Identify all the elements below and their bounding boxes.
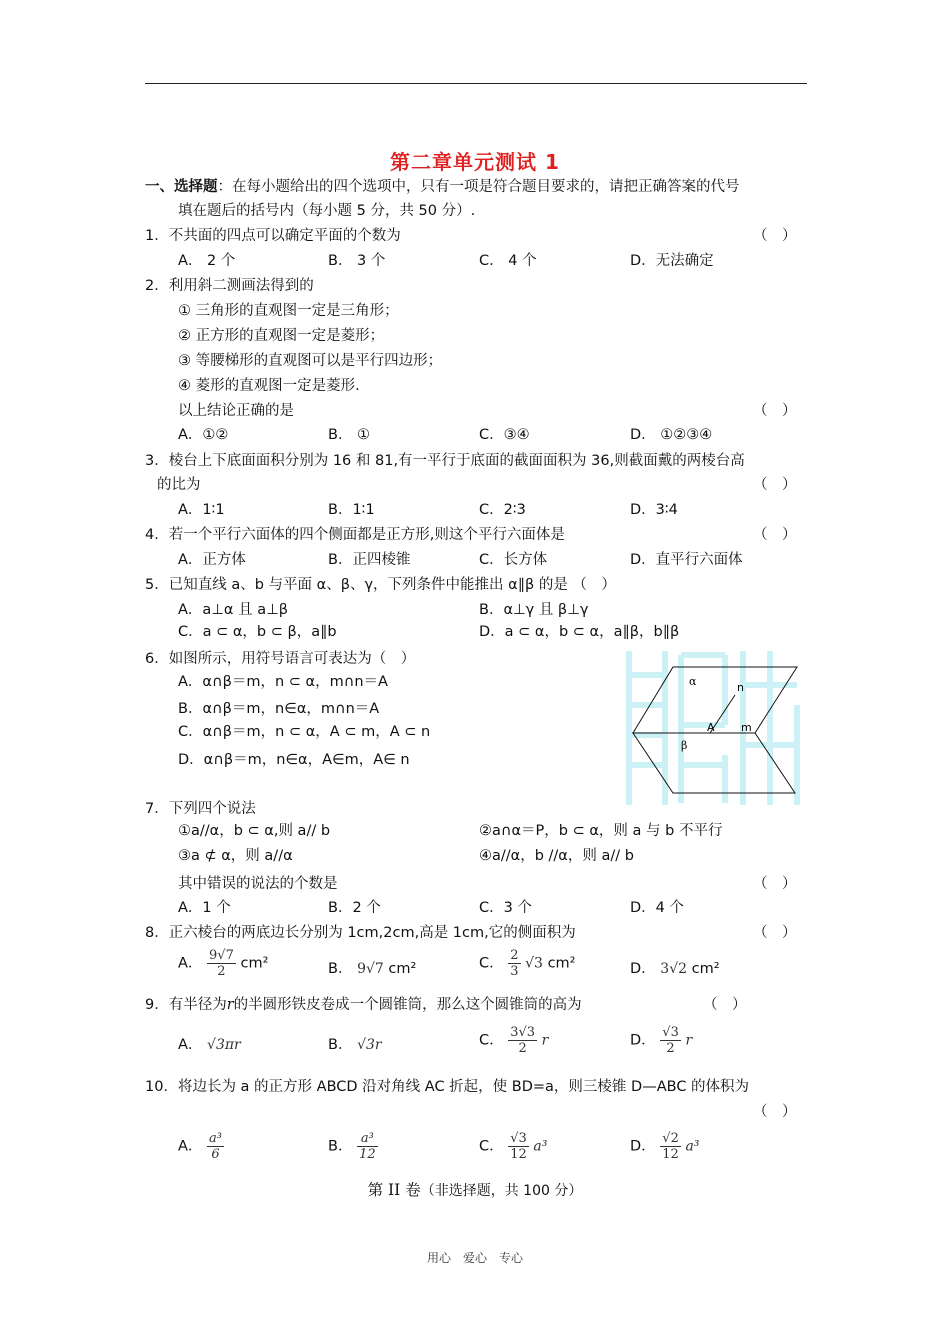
q10-a-fraction: $\frac{\text{a³}}{6}$ bbox=[209, 1131, 222, 1162]
q10-b-fraction: $\frac{\text{a³}}{12}$ bbox=[359, 1131, 376, 1162]
section-text-2: 填在题后的括号内（每小题 5 分，共 50 分）. bbox=[178, 203, 476, 219]
q7-statement-4: ④a//α，b //α，则 a// b bbox=[479, 848, 634, 864]
volume-2-heading bbox=[0, 1178, 950, 1200]
q8-stem: 8．正六棱台的两底边长分别为 1cm,2cm,高是 1cm,它的侧面积为 bbox=[145, 925, 576, 941]
q6-option-a: A．α∩β＝m，n ⊂ α，m∩n＝A bbox=[178, 674, 388, 690]
q10-d-fraction: $\frac{√2}{12}$ bbox=[662, 1131, 679, 1162]
q3-option-d: D．3∶4 bbox=[630, 502, 678, 518]
label-beta: β bbox=[681, 739, 688, 752]
q6-option-b: B．α∩β＝m，n∈α，m∩n＝A bbox=[178, 701, 380, 717]
q5-option-b: B．α⊥γ 且 β⊥γ bbox=[479, 602, 589, 618]
q3-option-b: B．1∶1 bbox=[328, 502, 375, 518]
q1-option-a: A． 2 个 bbox=[178, 253, 236, 269]
q7-option-a: A．1 个 bbox=[178, 900, 231, 916]
q8-a-fraction: $\frac{9√7}{2}$ bbox=[209, 948, 234, 979]
q6-option-c: C．α∩β＝m，n ⊂ α，A ⊂ m，A ⊂ n bbox=[178, 724, 431, 740]
label-alpha: α bbox=[689, 675, 697, 688]
q8-option-c: C． $\frac{2}{3}$ √3 cm² bbox=[479, 948, 576, 979]
q1-option-d: D．无法确定 bbox=[630, 253, 714, 269]
q3-stem-1: 3．棱台上下底面面积分别为 16 和 81,有一平行于底面的截面面积为 36,则截面戴的两棱台高 bbox=[145, 453, 745, 469]
q3-answer-blank: （ ） bbox=[753, 477, 797, 493]
q9-option-c: C． $\frac{3√3}{2}$ r bbox=[479, 1025, 549, 1056]
q5-stem: 5．已知直线 a、b 与平面 α、β、γ，下列条件中能推出 α∥β 的是 （ ） bbox=[145, 577, 616, 593]
q2-stem: 2．利用斜二测画法得到的 bbox=[145, 278, 314, 294]
q2-option-d: D． ①②③④ bbox=[630, 427, 713, 443]
volume-2-title: 第 II 卷 bbox=[367, 1181, 421, 1199]
q7-statement-3: ③a ⊄ α，则 a//α bbox=[178, 848, 293, 864]
section-label: 一、选择题 bbox=[145, 179, 218, 195]
q8-option-d: D． 3√2 cm² bbox=[630, 961, 720, 977]
q8-option-a: A． $\frac{9√7}{2}$ cm² bbox=[178, 948, 269, 979]
q3-option-c: C．2∶3 bbox=[479, 502, 526, 518]
q4-option-b: B．正四棱锥 bbox=[328, 552, 411, 568]
q1-answer-blank: （ ） bbox=[753, 228, 797, 244]
q7-option-b: B．2 个 bbox=[328, 900, 381, 916]
q9-option-d: D． $\frac{√3}{2}$ r bbox=[630, 1025, 693, 1056]
q10-option-b: B． $\frac{\text{a³}}{12}$ bbox=[328, 1131, 376, 1162]
q10-c-fraction: $\frac{√3}{12}$ bbox=[510, 1131, 527, 1162]
q3-option-a: A．1∶1 bbox=[178, 502, 225, 518]
label-m: m bbox=[741, 721, 752, 734]
q2-statement-2: ② 正方形的直观图一定是菱形； bbox=[178, 328, 385, 344]
q9-answer-blank: （ ） bbox=[703, 997, 747, 1013]
q4-stem: 4．若一个平行六面体的四个侧面都是正方形,则这个平行六面体是 bbox=[145, 527, 565, 543]
q7-answer-blank: （ ） bbox=[753, 876, 797, 892]
q8-c-fraction: $\frac{2}{3}$ bbox=[510, 948, 519, 979]
q8-option-b: B． 9√7 cm² bbox=[328, 961, 417, 977]
q1-option-c: C． 4 个 bbox=[479, 253, 537, 269]
q2-option-a: A．①② bbox=[178, 427, 229, 443]
q7-option-d: D．4 个 bbox=[630, 900, 684, 916]
q10-option-d: D． $\frac{√2}{12}$ a³ bbox=[630, 1131, 700, 1162]
q4-option-c: C．长方体 bbox=[479, 552, 548, 568]
q5-option-c: C．a ⊂ α，b ⊂ β，a∥b bbox=[178, 624, 337, 640]
label-A: A bbox=[707, 721, 715, 734]
q10-answer-blank: （ ） bbox=[753, 1104, 797, 1120]
q9-d-fraction: $\frac{√3}{2}$ bbox=[662, 1025, 679, 1056]
q7-option-c: C．3 个 bbox=[479, 900, 532, 916]
q6-stem: 6．如图所示，用符号语言可表达为（ ） bbox=[145, 651, 416, 667]
q5-option-d: D．a ⊂ α，b ⊂ α，a∥β，b∥β bbox=[479, 624, 680, 640]
q7-statement-2: ②a∩α＝P，b ⊂ α，则 a 与 b 不平行 bbox=[479, 823, 723, 839]
header-rule bbox=[145, 83, 807, 84]
q9-c-fraction: $\frac{3√3}{2}$ bbox=[510, 1025, 536, 1056]
q10-option-c: C． $\frac{√3}{12}$ a³ bbox=[479, 1131, 548, 1162]
q2-option-c: C．③④ bbox=[479, 427, 530, 443]
q2-answer-blank: （ ） bbox=[753, 403, 797, 419]
q2-statement-3: ③ 等腰梯形的直观图可以是平行四边形； bbox=[178, 353, 443, 369]
q7-question: 其中错误的说法的个数是 bbox=[178, 876, 338, 892]
section-text-1: ：在每小题给出的四个选项中，只有一项是符合题目要求的，请把正确答案的代号 bbox=[217, 179, 740, 195]
q2-statement-1: ① 三角形的直观图一定是三角形； bbox=[178, 303, 399, 319]
q7-statement-1: ①a//α，b ⊂ α,则 a// b bbox=[178, 823, 331, 839]
q2-option-b: B． ① bbox=[328, 427, 371, 443]
q10-option-a: A． $\frac{\text{a³}}{6}$ bbox=[178, 1131, 222, 1162]
q1-stem: 1．不共面的四点可以确定平面的个数为 bbox=[145, 228, 401, 244]
q4-option-a: A．正方体 bbox=[178, 552, 246, 568]
q8-answer-blank: （ ） bbox=[753, 925, 797, 941]
section-intro bbox=[145, 177, 740, 197]
q10-stem: 10．将边长为 a 的正方形 ABCD 沿对角线 AC 折起，使 BD=a，则三棱锥 D—ABC 的体积为 bbox=[145, 1079, 750, 1095]
label-n: n bbox=[737, 681, 744, 694]
q9-option-a: A． √3πr bbox=[178, 1037, 241, 1053]
q5-option-a: A．a⊥α 且 a⊥β bbox=[178, 602, 288, 618]
q4-option-d: D．直平行六面体 bbox=[630, 552, 743, 568]
volume-2-subtitle: （非选择题，共 100 分） bbox=[420, 1183, 583, 1199]
page-footer: 用心 爱心 专心 bbox=[426, 1251, 523, 1265]
q6-option-d: D．α∩β＝m，n∈α，A∈m，A∈ n bbox=[178, 752, 410, 768]
q1-option-b: B． 3 个 bbox=[328, 253, 386, 269]
q9-option-b: B． √3r bbox=[328, 1037, 382, 1053]
q7-stem: 7．下列四个说法 bbox=[145, 801, 256, 817]
q2-question: 以上结论正确的是 bbox=[178, 403, 294, 419]
q9-stem: 9．有半径为r的半圆形铁皮卷成一个圆锥筒，那么这个圆锥筒的高为 bbox=[145, 997, 582, 1013]
q3-stem-2: 的比为 bbox=[157, 477, 201, 493]
page-title: 第二章单元测试 1 bbox=[390, 150, 560, 174]
q4-answer-blank: （ ） bbox=[753, 527, 797, 543]
q6-figure bbox=[625, 645, 803, 812]
q2-statement-4: ④ 菱形的直观图一定是菱形. bbox=[178, 378, 360, 394]
